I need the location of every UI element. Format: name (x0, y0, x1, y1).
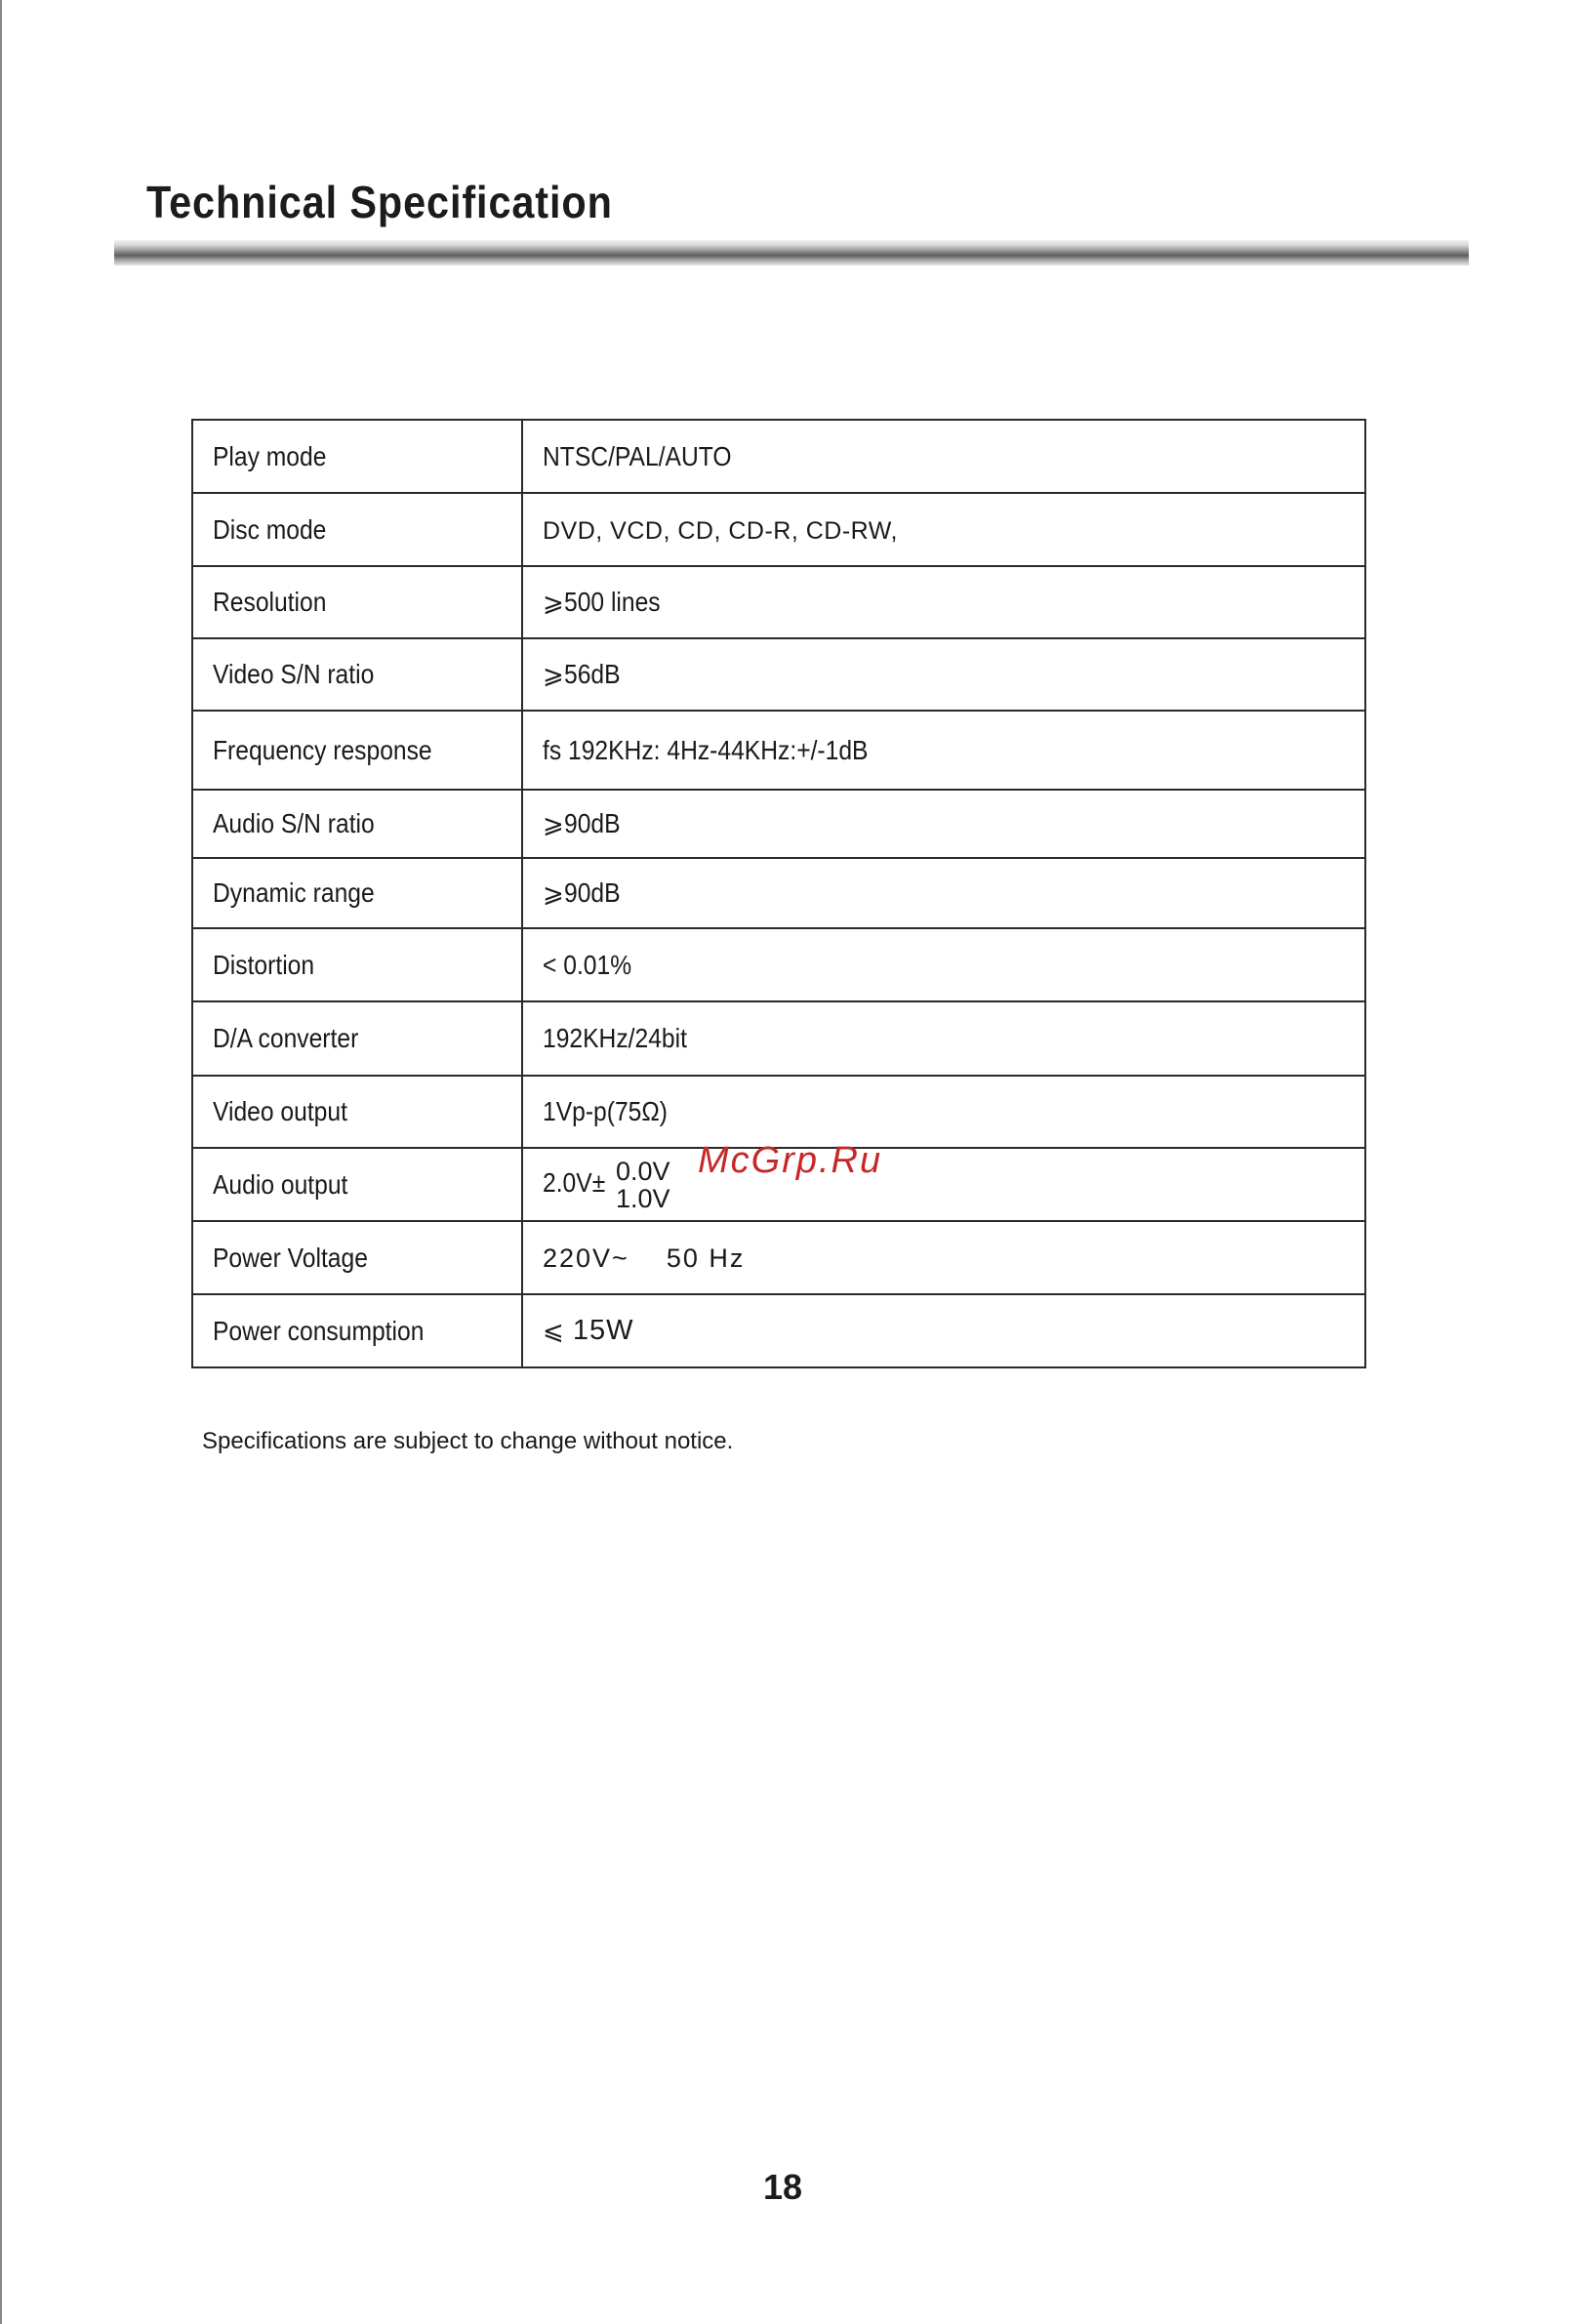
table-row (192, 566, 1365, 638)
spec-value: 220V~ 50 Hz (543, 1243, 746, 1273)
table-row (192, 1294, 1365, 1367)
greater-equal-symbol: ⩾ (543, 810, 564, 839)
spec-value: DVD, VCD, CD, CD-R, CD-RW, (543, 516, 898, 545)
spec-value: 15W (563, 1315, 634, 1346)
spec-label-cell (192, 928, 522, 1001)
spec-value: 56dB (563, 659, 621, 689)
table-row (192, 420, 1365, 493)
spec-label-cell (192, 1001, 522, 1076)
spec-label: Power Voltage (213, 1242, 368, 1273)
tolerance-stack (616, 1158, 670, 1212)
spec-label-cell (192, 420, 522, 493)
spec-value: NTSC/PAL/AUTO (543, 440, 732, 471)
spec-value: 192KHz/24bit (543, 1023, 687, 1053)
table-row (192, 1001, 1365, 1076)
tolerance-lower: 1.0V (615, 1183, 670, 1213)
spec-label-cell (192, 790, 522, 858)
spec-label: Video output (213, 1096, 347, 1126)
spec-label-cell (192, 566, 522, 638)
spec-label-cell (192, 1294, 522, 1367)
table-row (192, 1076, 1365, 1148)
spec-value: fs 192KHz: 4Hz-44KHz:+/-1dB (543, 734, 869, 765)
spec-label-cell (192, 638, 522, 711)
less-equal-symbol: ⩽ (543, 1317, 564, 1346)
spec-value-cell (522, 638, 1365, 711)
spec-label: Power consumption (213, 1315, 425, 1346)
spec-label-cell (192, 493, 522, 566)
spec-label: Audio output (213, 1168, 348, 1200)
table-row (192, 493, 1365, 566)
spec-value-cell (522, 1221, 1365, 1294)
spec-label: Frequency response (213, 734, 432, 765)
spec-value-cell (522, 1001, 1365, 1076)
spec-label: Resolution (213, 587, 327, 617)
table-row (192, 711, 1365, 790)
table-row (192, 638, 1365, 711)
spec-value-cell (522, 790, 1365, 858)
spec-label: Audio S/N ratio (213, 808, 375, 838)
tolerance-upper: 0.0V (615, 1156, 670, 1186)
spec-value: < 0.01% (543, 949, 632, 980)
page-title: Technical Specification (146, 177, 613, 227)
table-row (192, 790, 1365, 858)
spec-label-cell (192, 1221, 522, 1294)
table-row (192, 1221, 1365, 1294)
page-edge-line (0, 0, 2, 2324)
spec-label-cell (192, 858, 522, 928)
spec-label: Play mode (213, 440, 327, 471)
title-divider (114, 240, 1469, 265)
table-row (192, 858, 1365, 928)
greater-equal-symbol: ⩾ (543, 661, 564, 690)
spec-value-cell (522, 420, 1365, 493)
greater-equal-symbol: ⩾ (543, 879, 564, 909)
spec-value-cell (522, 1148, 1365, 1221)
spec-label-cell (192, 1076, 522, 1148)
footnote: Specifications are subject to change without notice. (202, 1428, 734, 1454)
spec-value-cell (522, 711, 1365, 790)
spec-label: Dynamic range (213, 877, 375, 908)
spec-label: Video S/N ratio (213, 659, 375, 689)
page-number: 18 (763, 2167, 803, 2207)
spec-value-cell (522, 1294, 1365, 1367)
spec-value-cell (522, 858, 1365, 928)
spec-value: 90dB (563, 808, 621, 838)
spec-value-cell (522, 1076, 1365, 1148)
spec-value: 90dB (563, 877, 621, 908)
watermark-logo: McGrp.Ru (698, 1140, 883, 1181)
spec-table (191, 419, 1366, 1368)
spec-label-cell (192, 711, 522, 790)
spec-value: 500 lines (563, 587, 661, 617)
table-row (192, 928, 1365, 1001)
spec-value-cell (522, 493, 1365, 566)
spec-value: 1Vp-p(75Ω) (543, 1096, 668, 1126)
spec-value-cell (522, 566, 1365, 638)
spec-label: D/A converter (213, 1023, 359, 1053)
spec-label-cell (192, 1148, 522, 1221)
spec-label: Disc mode (213, 513, 327, 545)
spec-value-cell (522, 928, 1365, 1001)
greater-equal-symbol: ⩾ (543, 589, 564, 618)
spec-value: 2.0V± (543, 1166, 606, 1198)
spec-label: Distortion (213, 949, 315, 980)
